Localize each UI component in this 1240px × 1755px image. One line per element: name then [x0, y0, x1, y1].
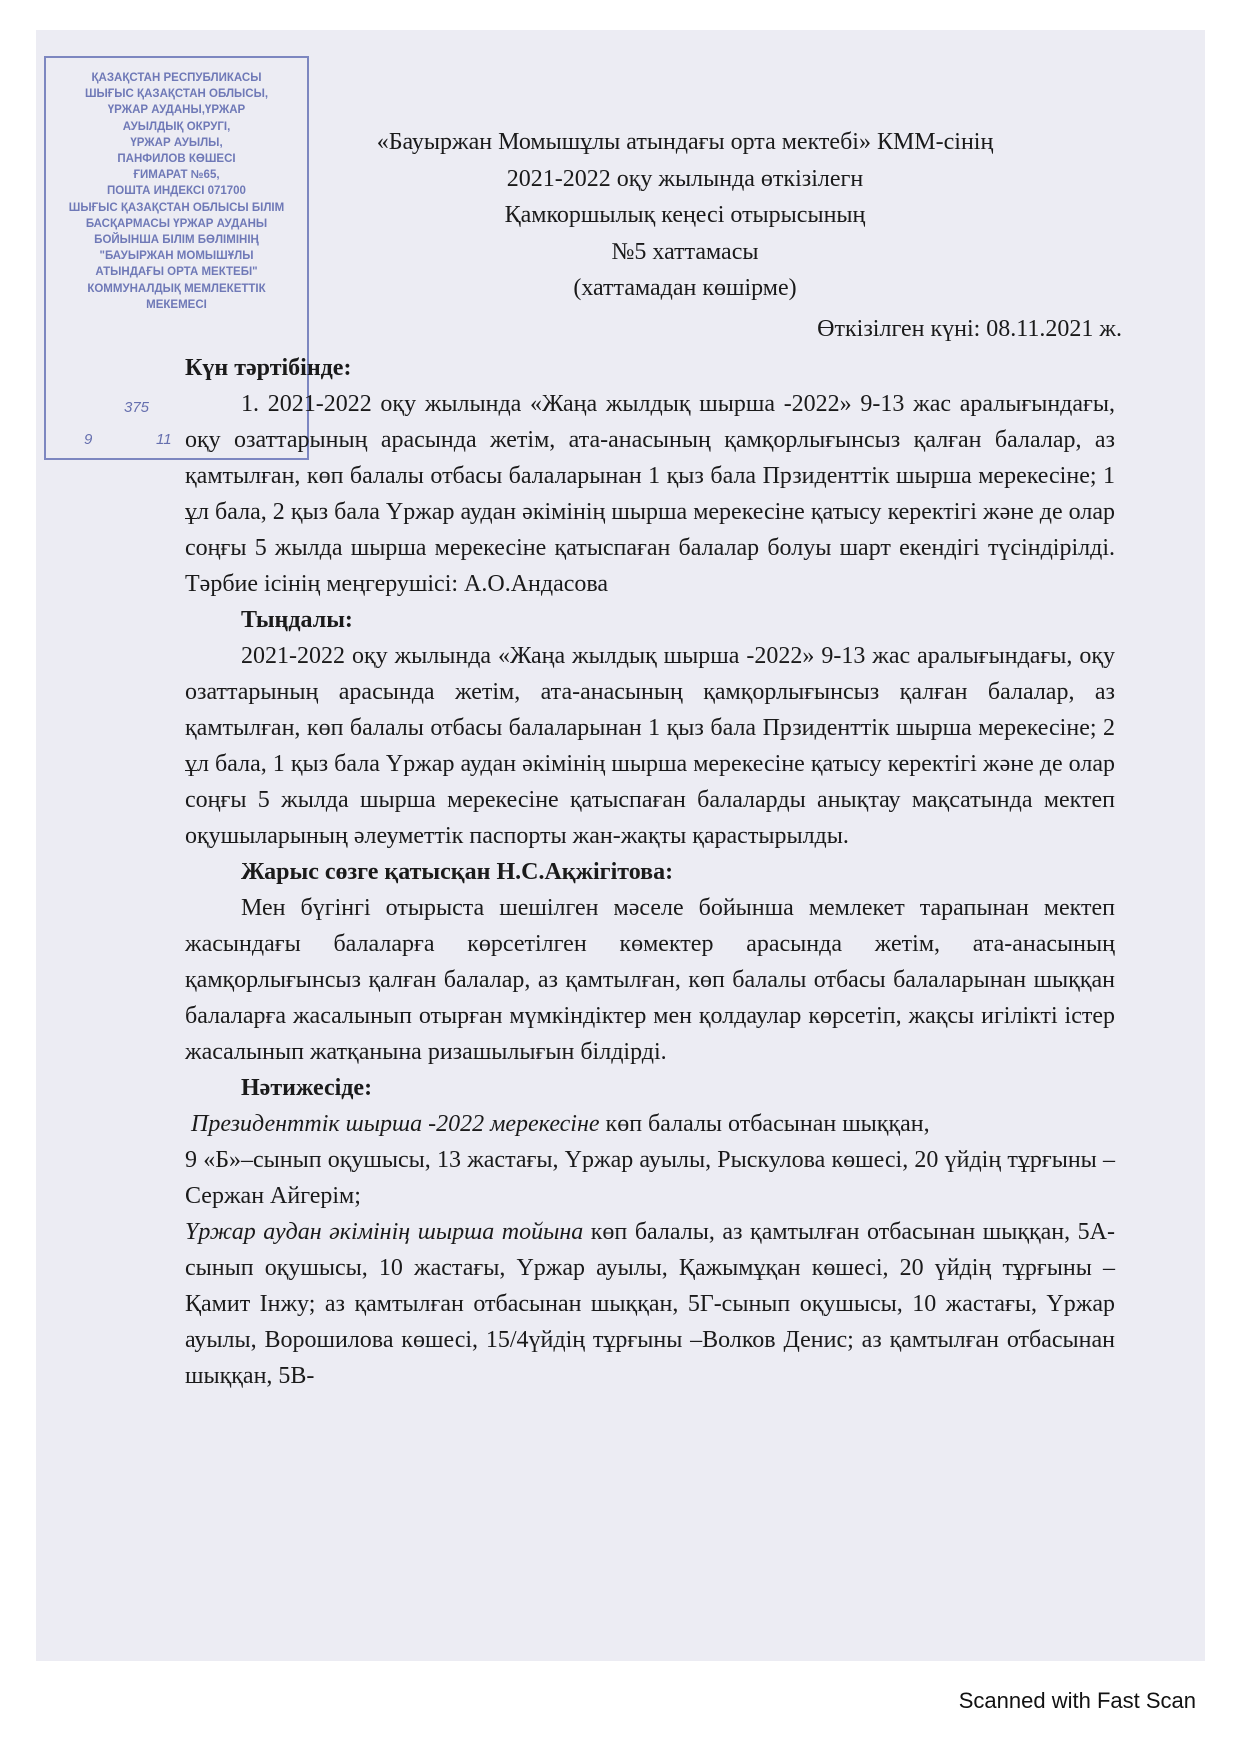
stamp-line: ҒИМАРАТ №65,: [133, 169, 220, 182]
stamp-line: ШЫҒЫС ҚАЗАҚСТАН ОБЛЫСЫ,: [84, 88, 269, 101]
stamp-line: МЕКЕМЕСІ: [146, 298, 207, 311]
stamp-line: ҮРЖАР АУЫЛЫ,: [130, 136, 223, 149]
result-heading: Нәтижесіде:: [241, 1075, 373, 1101]
document-body: [185, 350, 1115, 1394]
result-text: көп балалы, аз қамтылған отбасынан шыққан, 5А-сынып оқушысы, 10 жастағы, Үржар ауылы, Қажымұқан көшесі, 20 үйдің тұрғыны – Қамит Інжу; аз қамтылған отбасынан шыққан, 5Г-сынып оқушысы, 10 жастағы, Үржар ауылы, Ворошилова көшесі, 15/4үйдің тұрғыны –Волков Денис; аз қамтылған отбасынан шыққан, 5В-: [185, 1219, 1116, 1389]
stamp-line: ПАНФИЛОВ КӨШЕСІ: [117, 153, 236, 166]
header-line: Қамкоршылық кеңесі отырысының: [504, 202, 866, 228]
meeting-date: Өткізілген күні: 08.11.2021 ж.: [817, 316, 1122, 342]
header-line: (хаттамадан көшірме): [573, 275, 797, 301]
result-paragraph-3: [185, 1214, 1115, 1394]
listened-text: 2021-2022 оқу жылында «Жаңа жылдық шырша -2022» 9-13 жас аралығындағы, оқу озаттарының арасында жетім, ата-анасының қамқорлығынсыз қалған балалар, аз қамтылған, көп балалы отбасы балаларынан 1 қыз бала Прзиденттік шырша мерекесіне; 2 ұл бала, 1 қыз бала Үржар аудан әкімінің шырша мерекесіне қатысу керектігі және де олар соңғы 5 жылда шырша мерекесіне қатыспаған балаларды анықтау мақсатында мектеп оқушыларының әлеуметтік паспорты жан-жақты қарастырылды.: [185, 643, 1115, 849]
stamp-line: ҚАЗАҚСТАН РЕСПУБЛИКАСЫ: [91, 72, 262, 84]
stamp-date-month: 11: [156, 431, 172, 448]
stamp-line: АУЫЛДЫҚ ОКРУГІ,: [122, 120, 231, 133]
stamp-line: ҮРЖАР АУДАНЫ,ҮРЖАР: [107, 104, 246, 117]
result-paragraph-2: 9 «Б»–сынып оқушысы, 13 жастағы, Үржар ауылы, Рыскулова көшесі, 20 үйдің тұрғыны – Сержан Айгерім;: [185, 1147, 1115, 1209]
stamp-line: БАСҚАРМАСЫ ҮРЖАР АУДАНЫ: [85, 217, 268, 230]
stamp-line: КОММУНАЛДЫҚ МЕМЛЕКЕТТІК: [87, 282, 266, 295]
listened-heading: Тыңдалы:: [241, 607, 353, 633]
stamp-date-day: 9: [84, 431, 93, 448]
stamp-line: "БАУЫРЖАН МОМЫШҰЛЫ: [99, 250, 254, 263]
header-line: №5 хаттамасы: [611, 238, 759, 265]
agenda-heading: Күн тәртібінде:: [185, 355, 352, 381]
result-event-name: Үржар аудан әкімінің шырша тойына: [185, 1219, 584, 1245]
stamp-line: ШЫҒЫС ҚАЗАҚСТАН ОБЛЫСЫ БІЛІМ: [68, 201, 285, 214]
stamp-line: БОЙЫНША БІЛІМ БӨЛІМІНІҢ: [94, 234, 259, 247]
stamp-number: 375: [124, 399, 150, 416]
header-line: 2021-2022 оқу жылында өткізілегн: [506, 165, 864, 192]
result-paragraph-1: [185, 1106, 1115, 1142]
stamp-line: ПОШТА ИНДЕКСІ 071700: [107, 185, 246, 198]
result-event-name: Президенттік шырша -2022 мерекесіне: [191, 1111, 600, 1137]
speech-heading: Жарыс сөзге қатысқан Н.С.Ақжігітова:: [241, 859, 674, 885]
document-header: [190, 124, 1180, 307]
result-text: көп балалы отбасынан шыққан,: [599, 1111, 930, 1137]
speech-text: Мен бүгінгі отырыста шешілген мәселе бойынша мемлекет тарапынан мектеп жасындағы балаларға көрсетілген көмектер арасында жетім, ата-анасының қамқорлығынсыз қалған балалар, аз қамтылған, көп балалы отбасы балаларынан шыққан балаларға жасалынып отырған мүмкіндіктер мен қолдаулар көрсетіп, жақсы игілікті істер жасалынып жатқанына ризашылығын білдірді.: [185, 895, 1115, 1065]
header-line: «Бауыржан Момышұлы атындағы орта мектебі» КММ-сінің: [376, 129, 994, 155]
scanner-watermark: Scanned with Fast Scan: [958, 1688, 1196, 1713]
agenda-text: 1. 2021-2022 оқу жылында «Жаңа жылдық шырша -2022» 9-13 жас аралығындағы, оқу озаттарының арасында жетім, ата-анасының қамқорлығынсыз қалған балалар, аз қамтылған, көп балалы отбасы балаларынан 1 қыз бала Прзиденттік шырша мерекесіне; 1 ұл бала, 2 қыз бала Үржар аудан әкімінің шырша мерекесіне қатысу керектігі және де олар соңғы 5 жылда шырша мерекесіне қатыспаған балалар болуы шарт екендігі түсіндірілді. Тәрбие ісінің меңгерушісі: А.О.Андасова: [185, 391, 1115, 597]
stamp-line: АТЫНДАҒЫ ОРТА МЕКТЕБІ": [95, 266, 258, 279]
